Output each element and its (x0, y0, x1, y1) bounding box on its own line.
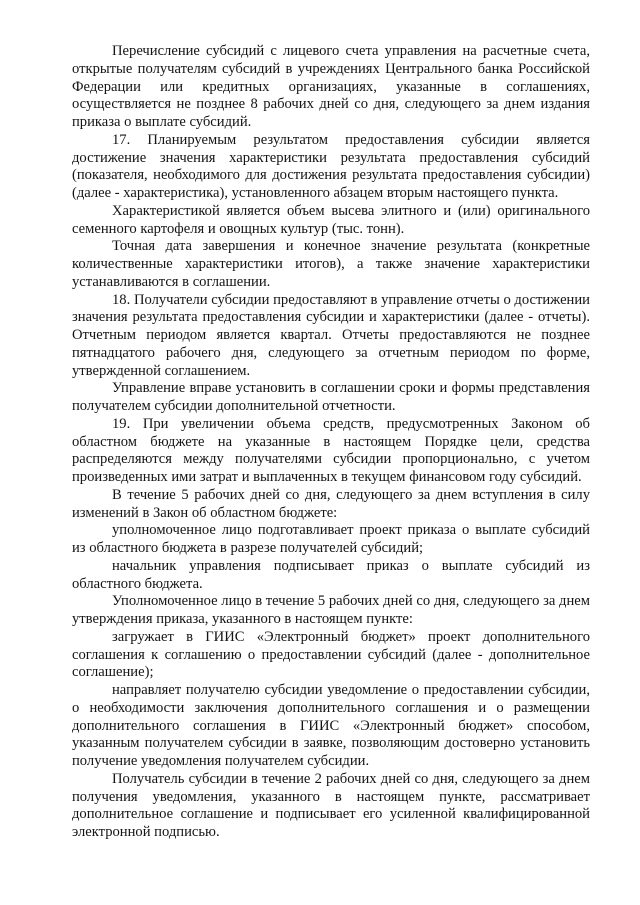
paragraph-item-18-reports: 18. Получатели субсидии предоставляют в управление отчеты о достижении значения результата предоставления субсидии и характеристики (далее - отчеты). Отчетным периодом является квартал. Отчеты предоставляются не позднее пятнадцатого рабочего дня, следующего за отчетным периодом по форме, утвержденной соглашением. (72, 291, 590, 379)
paragraph-completion-date: Точная дата завершения и конечное значение результата (конкретные количественные характеристики итогов), а также значение характеристики устанавливаются в соглашении. (72, 238, 590, 290)
paragraph-additional-reporting: Управление вправе установить в соглашении сроки и формы представления получателем субсидии дополнительной отчетности. (72, 380, 590, 414)
paragraph-five-days: В течение 5 рабочих дней со дня, следующего за днем вступления в силу изменений в Закон об областном бюджете: (72, 486, 590, 521)
paragraph-send-notification: направляет получателю субсидии уведомление о предоставлении субсидии, о необходимости заключения дополнительного соглашения и о размещении дополнительного соглашения в ГИИС «Электронный бюджет» способом, указанным получателем субсидии в заявке, позволяющим достоверно установить получение уведомления получателем субсидии. (72, 682, 590, 769)
paragraph-item-17-result: 17. Планируемым результатом предоставления субсидии является достижение значения характеристики результата предоставления субсидий (показателя, необходимого для достижения результата предоставления субсидии) (далее - характеристика), установленного абзацем вторым настоящего пункта. (72, 131, 590, 201)
paragraph-characteristic: Характеристикой является объем высева элитного и (или) оригинального семенного картофеля и овощных культур (тыс. тонн). (72, 202, 590, 237)
paragraph-item-19-increase: 19. При увеличении объема средств, предусмотренных Законом об областном бюджете на указанные в настоящем Порядке цели, средства распределяются между получателями субсидии пропорционально, с учетом произведенных ими затрат и выплаченных в текущем финансовом году субсидий. (72, 415, 590, 485)
paragraph-recipient-signs: Получатель субсидии в течение 2 рабочих дней со дня, следующего за днем получения уведомления, указанного в настоящем пункте, рассматривает дополнительное соглашение и подписывает его усиленной квалифицированной электронной подписью. (72, 770, 590, 840)
paragraph-subsidy-transfer: Перечисление субсидий с лицевого счета управления на расчетные счета, открытые получателям субсидий в учреждениях Центрального банка Российской Федерации или кредитных организациях, указанные в соглашениях, осуществляется не позднее 8 рабочих дней со дня, следующего за днем издания приказа о выплате субсидий. (72, 43, 590, 130)
paragraph-upload-agreement: загружает в ГИИС «Электронный бюджет» проект дополнительного соглашения к соглашению о предоставлении субсидий (далее - дополнительное соглашение); (72, 628, 590, 681)
document-page (72, 43, 590, 842)
paragraph-order-draft: уполномоченное лицо подготавливает проект приказа о выплате субсидий из областного бюджета в разрезе получателей субсидий; (72, 522, 590, 556)
paragraph-order-sign: начальник управления подписывает приказ о выплате субсидий из областного бюджета. (72, 557, 590, 592)
paragraph-authorized-person: Уполномоченное лицо в течение 5 рабочих дней со дня, следующего за днем утверждения приказа, указанного в настоящем пункте: (72, 593, 590, 627)
